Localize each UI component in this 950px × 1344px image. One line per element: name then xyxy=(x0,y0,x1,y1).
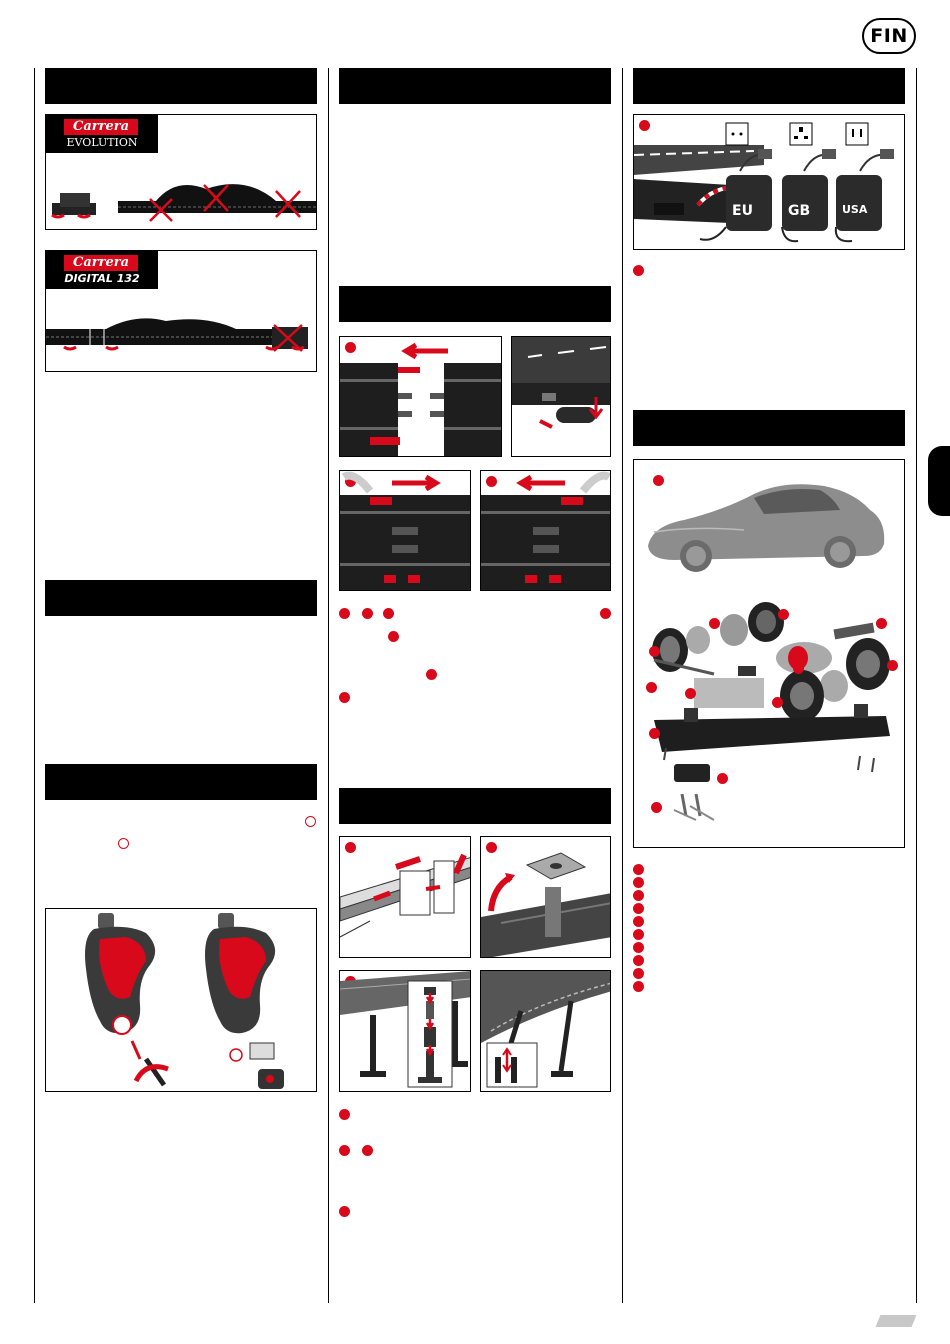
arrow-icon xyxy=(521,477,565,489)
support-drawing-3 xyxy=(340,971,471,1092)
figure-support-2 xyxy=(480,836,611,958)
support-drawing-1 xyxy=(340,837,471,958)
track-connect-drawing-4 xyxy=(481,471,611,591)
callout-dot xyxy=(339,608,350,619)
figure-digital132-track xyxy=(45,250,317,372)
socket-eu-icon xyxy=(726,123,748,145)
section-header-controller xyxy=(45,764,317,800)
callout-dot xyxy=(887,660,898,671)
chassis xyxy=(654,704,890,772)
arrow-icon xyxy=(392,477,436,489)
track-connect-drawing-2 xyxy=(512,337,611,457)
callout-dot xyxy=(649,728,660,739)
callout-dot xyxy=(685,688,696,699)
digital132-logo-text: DIGITAL 132 xyxy=(64,272,140,285)
parts-list-bullet-10 xyxy=(633,981,644,992)
carrera-logo-text: Carrera xyxy=(64,119,138,135)
figure-track-connect-1 xyxy=(339,336,502,457)
callout-dot xyxy=(426,669,437,680)
power-supply-drawing xyxy=(634,115,905,250)
section-header-supports xyxy=(339,788,611,824)
support-drawing-2 xyxy=(481,837,611,958)
language-badge-label: FIN xyxy=(870,25,908,47)
callout-dot xyxy=(633,265,644,276)
figure-support-4 xyxy=(480,970,611,1092)
parts-list-bullet-8 xyxy=(633,955,644,966)
track-connect-drawing-1 xyxy=(340,337,502,457)
section-header-col2-first xyxy=(339,68,611,104)
callout-dot xyxy=(339,692,350,703)
parts-list-bullet-7 xyxy=(633,942,644,953)
parts-list-bullet-4 xyxy=(633,903,644,914)
section-header-track-assembly xyxy=(339,286,611,322)
figure-support-1 xyxy=(339,836,471,958)
callout-dot xyxy=(772,697,783,708)
callout-dot-outline-1 xyxy=(305,816,316,827)
car-exploded-drawing xyxy=(634,460,905,848)
callout-dot xyxy=(876,618,887,629)
controller-right xyxy=(205,913,284,1089)
callout-dot xyxy=(362,1145,373,1156)
section-header-car-parts xyxy=(633,410,905,446)
callout-dot xyxy=(339,1206,350,1217)
callout-dot xyxy=(646,682,657,693)
callout-dot xyxy=(383,608,394,619)
evolution-logo-text: EVOLUTION xyxy=(66,136,138,149)
callout-dot xyxy=(388,631,399,642)
column-divider-left xyxy=(34,68,35,1303)
figure-track-connect-2 xyxy=(511,336,611,457)
parts-list-bullet-3 xyxy=(633,890,644,901)
callout-dot-outline-2 xyxy=(118,838,129,849)
figure-track-connect-3 xyxy=(339,470,471,591)
plug-label-usa: USA xyxy=(842,203,868,216)
column-divider-mid-1 xyxy=(328,68,329,1303)
socket-usa-icon xyxy=(846,123,868,145)
guide-keel xyxy=(674,764,714,820)
evolution-track-drawing xyxy=(46,115,317,230)
callout-dot xyxy=(653,475,664,486)
figure-evolution-track xyxy=(45,114,317,230)
digital132-track-drawing xyxy=(46,251,317,372)
callout-dot xyxy=(362,608,373,619)
parts-list-bullet-6 xyxy=(633,929,644,940)
parts-list-bullet-1 xyxy=(633,864,644,875)
support-drawing-4 xyxy=(481,971,611,1092)
figure-car-exploded-view xyxy=(633,459,905,848)
callout-dot xyxy=(600,608,611,619)
callout-dot xyxy=(709,618,720,629)
callout-dot xyxy=(649,646,660,657)
column-divider-right xyxy=(916,68,917,1303)
parts-list-bullet-5 xyxy=(633,916,644,927)
column-divider-mid-2 xyxy=(622,68,623,1303)
parts-list-bullet-2 xyxy=(633,877,644,888)
language-badge xyxy=(862,18,916,54)
figure-hand-controller xyxy=(45,908,317,1092)
figure-support-3 xyxy=(339,970,471,1092)
parts-list-bullet-9 xyxy=(633,968,644,979)
controller-drawing xyxy=(46,909,317,1092)
callout-dot xyxy=(651,802,662,813)
plug-label-eu: EU xyxy=(732,203,753,219)
callout-dot xyxy=(339,1109,350,1120)
arrow-icon xyxy=(406,345,448,357)
callout-dot xyxy=(339,1145,350,1156)
track-connect-drawing-3 xyxy=(340,471,471,591)
carrera-logo-text-2: Carrera xyxy=(64,255,138,271)
page-number-tab xyxy=(876,1315,917,1327)
figure-power-supply xyxy=(633,114,905,250)
callout-dot xyxy=(778,609,789,620)
car-body xyxy=(648,484,884,572)
section-side-tab xyxy=(928,446,950,516)
callout-dot xyxy=(717,773,728,784)
controller-left xyxy=(85,913,168,1085)
section-header-compatibility xyxy=(45,68,317,104)
callout-dot xyxy=(793,663,804,674)
section-header-power-supply xyxy=(633,68,905,104)
socket-gb-icon xyxy=(790,123,812,145)
figure-track-connect-4 xyxy=(480,470,611,591)
plug-label-gb: GB xyxy=(788,203,811,219)
section-header-col1-second xyxy=(45,580,317,616)
